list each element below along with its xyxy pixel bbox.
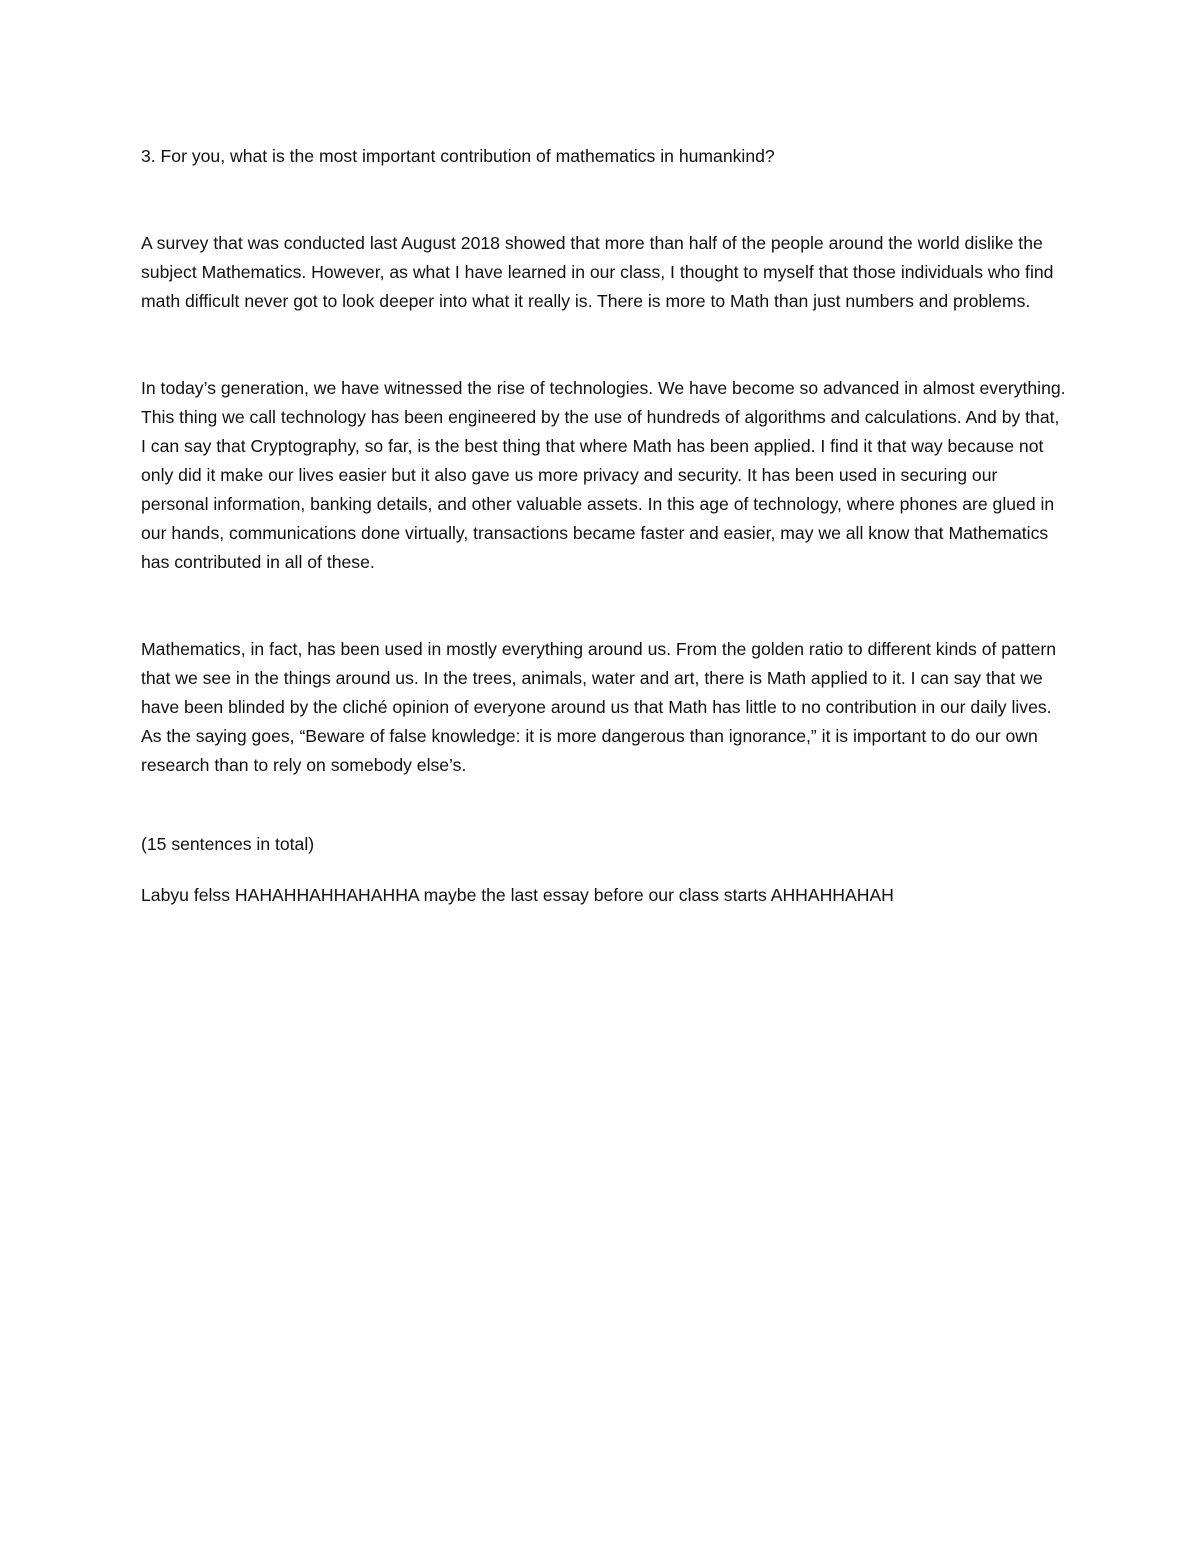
sentence-count-note: (15 sentences in total) (141, 834, 315, 854)
question-heading: 3. For you, what is the most important contribution of mathematics in humankind? (141, 146, 775, 166)
closing-line: Labyu felss HAHAHHAHHAHAHHA maybe the last essay before our class starts AHHAHHAHAH (141, 885, 894, 905)
essay-paragraph-survey: A survey that was conducted last August 2018 showed that more than half of the people around the world dislike the subject Mathematics. However, as what I have learned in our class, I thought to myself that those individuals who find math difficult never got to look deeper into what it really is. There is more to Math than just numbers and problems. (141, 233, 1054, 311)
essay-paragraph-everyday-math: Mathematics, in fact, has been used in mostly everything around us. From the golden ratio to different kinds of pattern that we see in the things around us. In the trees, animals, water and art, there is Math applied to it. I can say that we have been blinded by the cliché opinion of everyone around us that Math has little to no contribution in our daily lives. As the saying goes, “Beware of false knowledge: it is more dangerous than ignorance,” it is important to do our own research than to rely on somebody else’s. (141, 639, 1057, 775)
essay-paragraph-technology: In today’s generation, we have witnessed the rise of technologies. We have become so advanced in almost everything. This thing we call technology has been engineered by the use of hundreds of algorithms and calculations. And by that, I can say that Cryptography, so far, is the best thing that where Math has been applied. I find it that way because not only did it make our lives easier but it also gave us more privacy and security. It has been used in securing our personal information, banking details, and other valuable assets. In this age of technology, where phones are glued in our hands, communications done virtually, transactions became faster and easier, may we all know that Mathematics has contributed in all of these. (141, 378, 1066, 572)
document-body (141, 142, 1066, 910)
